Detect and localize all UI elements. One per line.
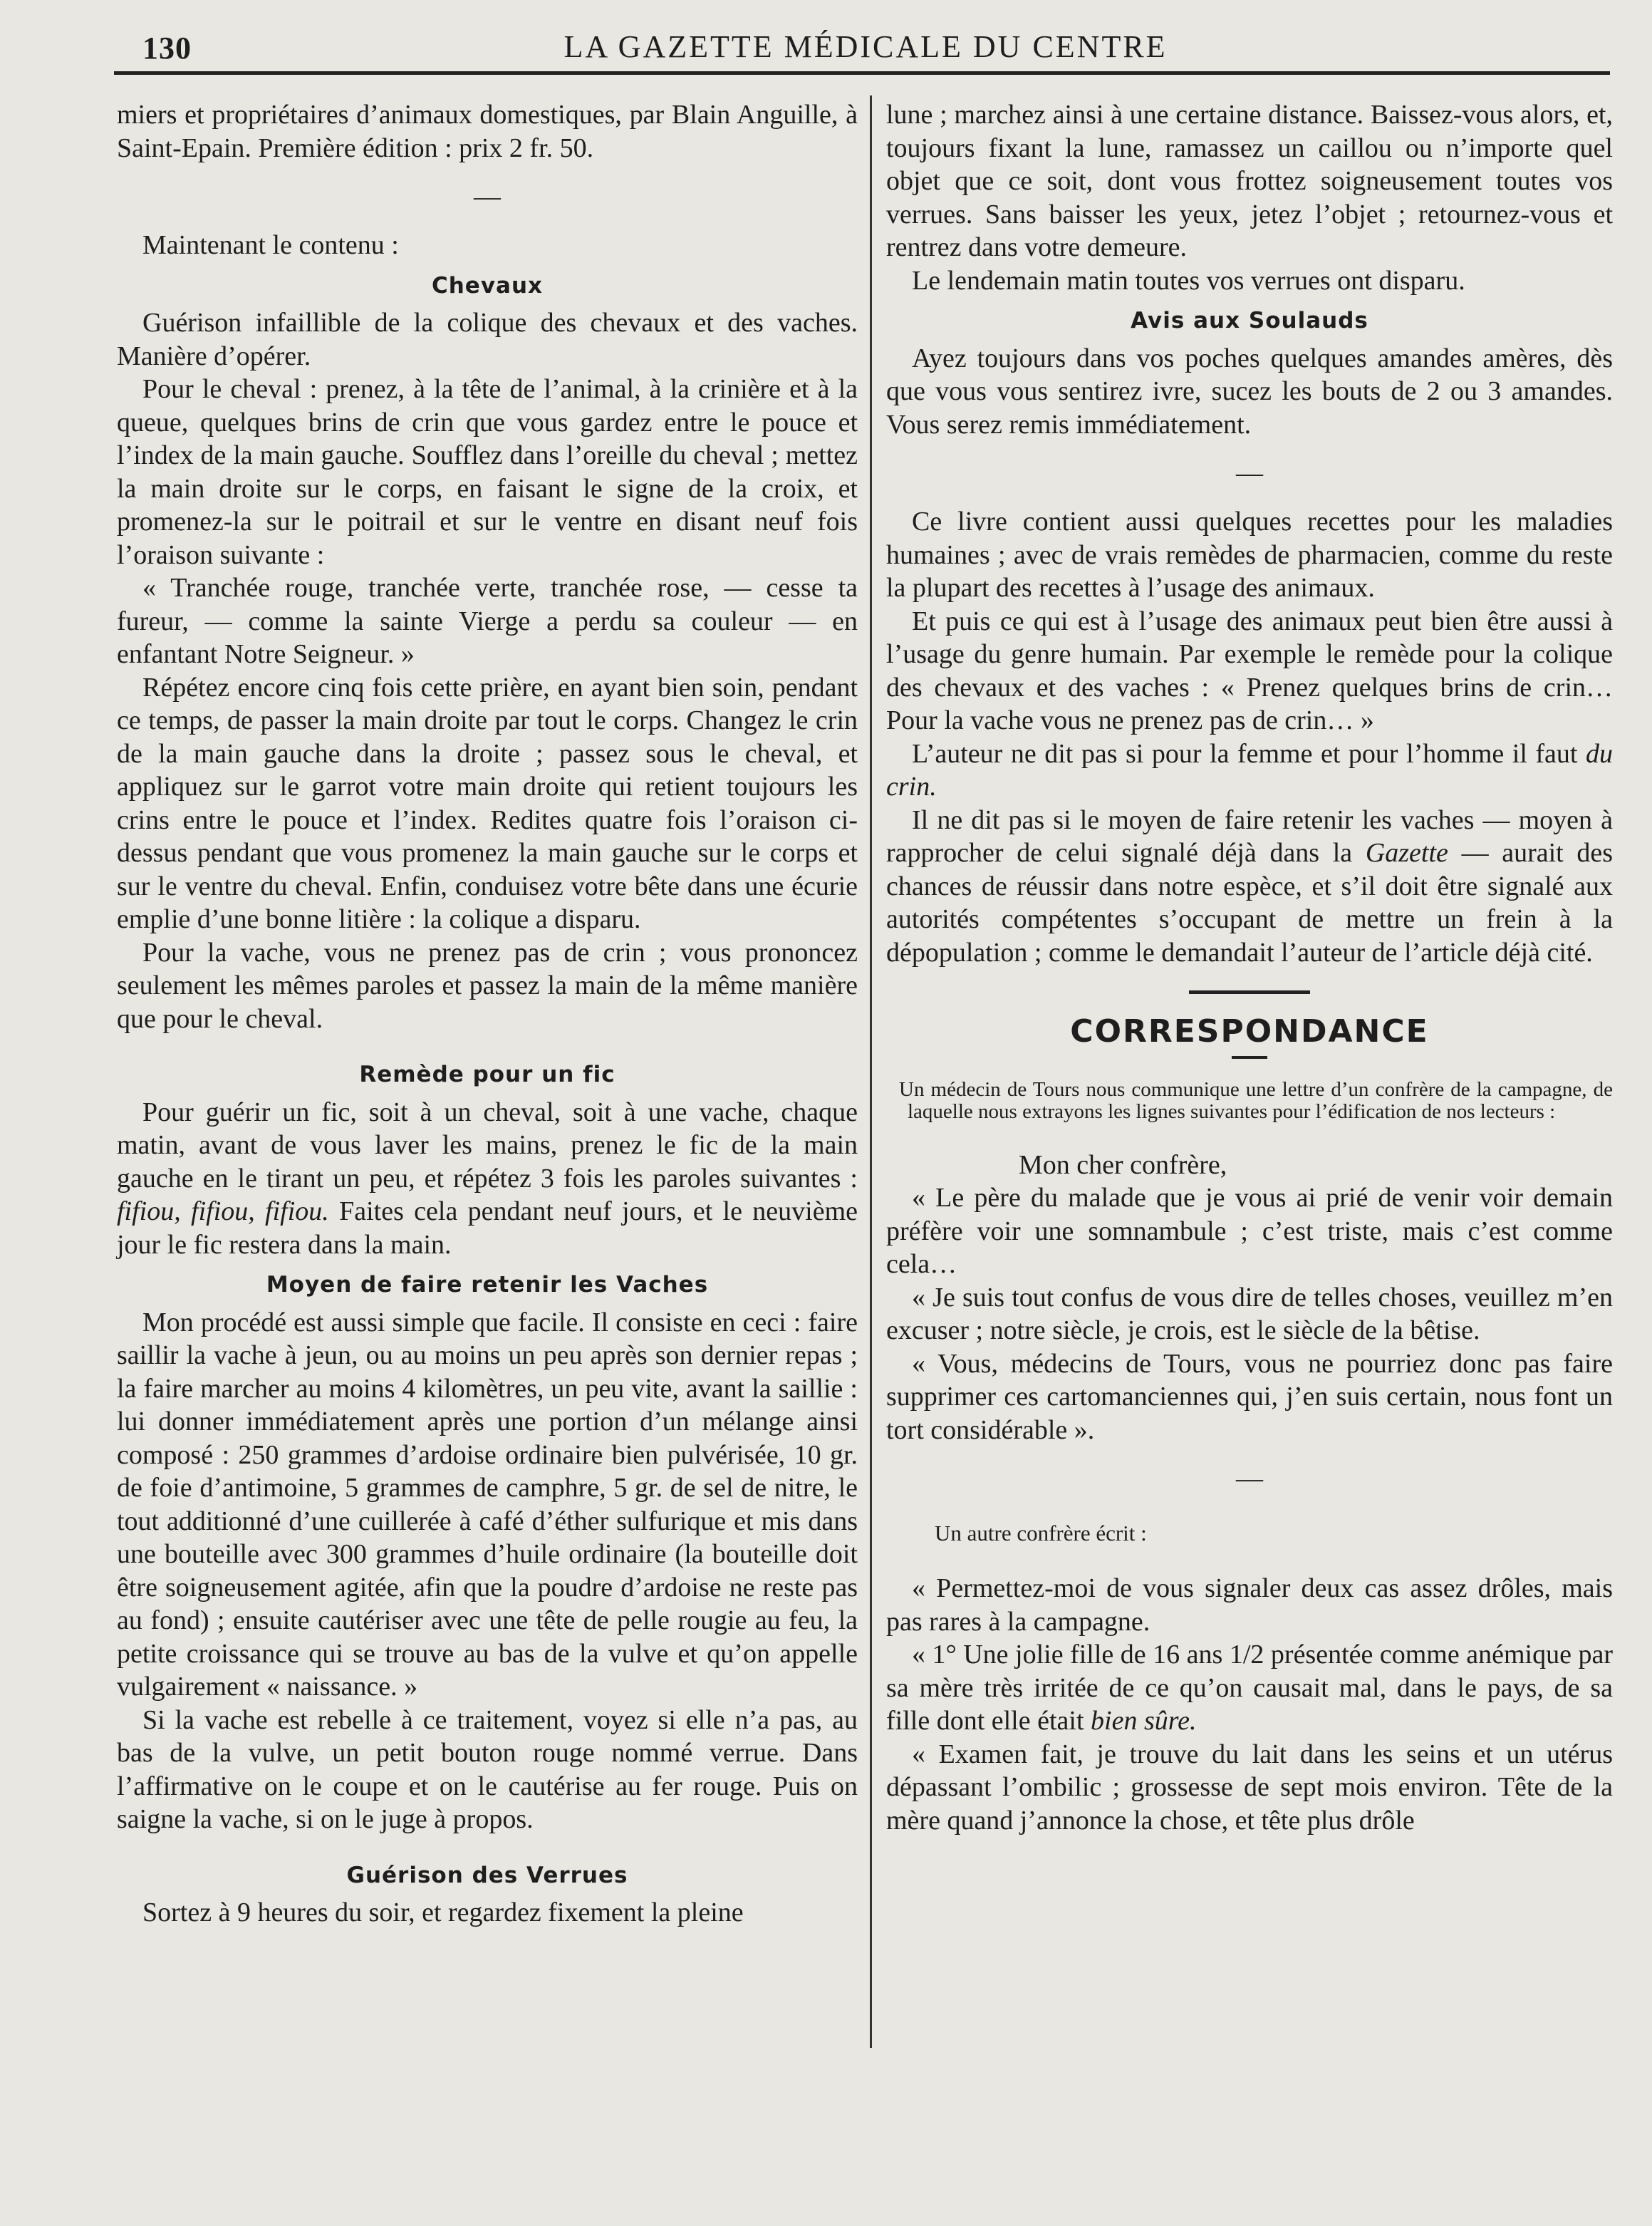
text-run: Il ne dit pas si le moyen de faire retenir les vaches — moyen à rapprocher de celui signalé déjà dans la [886, 804, 1613, 868]
title-rule [1232, 1056, 1267, 1059]
prayer-quote: « Tranchée rouge, tranchée verte, tranchée rose, — cesse ta fureur, — comme la sainte Vierge a perdu sa couleur — en enfantant Notre Seigneur. » [117, 573, 858, 669]
separator-dash: — [1236, 458, 1263, 488]
letter-paragraph: « Examen fait, je trouve du lait dans les seins et un utérus dépassant l’ombilic ; grossesse de sept mois environ. Tête de la mère quand j’annonce la chose, et tête plus drôle [886, 1739, 1613, 1836]
paragraph [117, 1096, 858, 1262]
letter-paragraph [886, 1638, 1613, 1738]
left-column [117, 98, 858, 1930]
paragraph: Mon procédé est aussi simple que facile. Il consiste en ceci : faire saillir la vache à jeun, ou au moins un peu après son dernier repas ; la faire marcher au moins 4 kilomètres, un peu vite, avant la saillie : lui donner immédiatement après une portion d’un mélange ainsi composé : 250 grammes d’ardoise ordinaire bien pulvérisée, 10 gr. de foie d’antimoine, 5 grammes de camphre, 5 gr. de sel de nitre, le tout additionné d’une cuillerée à café d’éther sulfurique et mis dans une bouteille avec 300 grammes d’huile ordinaire (la bouteille doit être soigneusement agitée, afin que la poudre d’ardoise ne reste pas au fond) ; ensuite cautériser avec une tête de pelle rougie au feu, la petite croissance qui se trouve au bas de la vulve et qu’on appelle vulgairement « naissance. » [117, 1307, 858, 1702]
letter-paragraph: « Permettez-moi de vous signaler deux cas assez drôles, mais pas rares à la campagne. [886, 1573, 1613, 1637]
paragraph [886, 737, 1613, 804]
paragraph [886, 804, 1613, 970]
paragraph: lune ; marchez ainsi à une certaine distance. Baissez-vous alors, et, toujours fixant la lune, ramassez un caillou ou n’importe quel objet que ce soit, dont vous frottez soigneusement toutes vos verrues. Sans baisser les yeux, jetez l’objet ; retournez-vous et rentrez dans votre demeure. [886, 100, 1613, 262]
section-rule [1189, 990, 1310, 994]
right-column [886, 98, 1613, 1837]
italic-text: fifiou, fifiou, fifiou. [117, 1196, 329, 1226]
italic-text: bien sûre. [1091, 1706, 1197, 1736]
paragraph: Ayez toujours dans vos poches quelques amandes amères, dès que vous vous sentirez ivre, sucez les bouts de 2 ou 3 amandes. Vous serez remis immédiatement. [886, 343, 1613, 440]
paragraph: Ce livre contient aussi quelques recettes pour les maladies humaines ; avec de vrais remèdes de pharmacien, comme du reste la plupart des recettes à l’usage des animaux. [886, 507, 1613, 603]
editor-note: Un médecin de Tours nous communique une lettre d’un confrère de la campagne, de laquelle nous extrayons les lignes suivantes pour l’édification de nos lecteurs : [899, 1077, 1613, 1123]
column-divider [870, 95, 872, 2048]
italic-text: du crin. [886, 738, 1613, 802]
section-title-correspondance: CORRESPONDANCE [1070, 1013, 1429, 1050]
section-heading-verrues: Guérison des Verrues [346, 1862, 628, 1888]
section-heading-chevaux: Chevaux [431, 272, 544, 299]
letter-paragraph: « Le père du malade que je vous ai prié de venir voir demain préfère voir une somnambule ; c’est triste, mais c’est comme cela… [886, 1183, 1613, 1279]
section-heading-fic: Remède pour un fic [359, 1062, 615, 1087]
separator-dash: — [474, 182, 501, 212]
letter-paragraph: « Je suis tout confus de vous dire de telles choses, veuillez m’en excuser ; notre siècle, je crois, est le siècle de la bêtise. [886, 1282, 1613, 1345]
journal-title: LA GAZETTE MÉDICALE DU CENTRE [563, 29, 1168, 64]
text-run: Pour guérir un fic, soit à un cheval, soit à une vache, chaque matin, avant de vous laver les mains, prenez le fic de la main gauche en le tirant un peu, et répétez 3 fois les paroles suivantes : [117, 1097, 858, 1194]
paragraph: miers et propriétaires d’animaux domestiques, par Blain Anguille, à Saint-Epain. Première édition : prix 2 fr. 50. [117, 100, 858, 163]
paragraph: Si la vache est rebelle à ce traitement, voyez si elle n’a pas, au bas de la vulve, un petit bouton rouge nommé verrue. Dans l’affirmative on le coupe et on le cautérise au fer rouge. Puis on saigne la vache, si on le juge à propos. [117, 1704, 858, 1834]
section-heading-soulauds: Avis aux Soulauds [1131, 308, 1368, 333]
paragraph: Répétez encore cinq fois cette prière, en ayant bien soin, pendant ce temps, de passer la main droite par tout le corps. Changez le crin de la main gauche dans la droite ; passez sous le cheval, et appliquez sur le garrot votre main droite qui retient toujours les crins entre le pouce et l’index. Redites quatre fois l’oraison ci-dessus pendant que vous promenez la main gauche sur le corps et sur le ventre du cheval. Enfin, conduisez votre bête dans une écurie emplie d’une bonne litière : la colique a disparu. [117, 672, 858, 934]
paragraph: Sortez à 9 heures du soir, et regardez fixement la pleine [142, 1898, 744, 1927]
page-number: 130 [142, 31, 192, 66]
letter-salutation: Mon cher confrère, [1019, 1149, 1227, 1180]
running-head [114, 24, 1617, 67]
paragraph: Maintenant le contenu : [142, 230, 399, 260]
paragraph: Le lendemain matin toutes vos verrues ont disparu. [912, 265, 1465, 296]
section-heading-vaches: Moyen de faire retenir les Vaches [266, 1272, 709, 1298]
separator-dash: — [1236, 1464, 1263, 1494]
paragraph: Et puis ce qui est à l’usage des animaux peut bien être aussi à l’usage du genre humain. Par exemple le remède pour la colique des chevaux et des vaches : « Prenez quelques brins de crin… Pour la vache vous ne prenez pas de crin… » [886, 606, 1613, 735]
paragraph: Pour le cheval : prenez, à la tête de l’animal, à la crinière et à la queue, quelques brins de crin que vous gardez entre le pouce et l’index de la main gauche. Soufflez dans l’oreille du cheval ; mettez la main droite sur le corps, en faisant le signe de la croix, et promenez-la sur le poitrail et sur le ventre en disant neuf fois l’oraison suivante : [117, 374, 858, 570]
text-run: L’auteur ne dit pas si pour la femme et pour l’homme il faut [912, 738, 1578, 769]
text-run: « 1° Une jolie fille de 16 ans 1/2 présentée comme anémique par sa mère très irritée de ce qu’on causait mal, dans le pays, de sa fille dont elle était [886, 1640, 1613, 1736]
italic-text: Gazette [1365, 838, 1448, 868]
text-run: Faites cela pendant neuf jours, et le neuvième jour le fic restera dans la main. [117, 1196, 858, 1260]
letter-paragraph: « Vous, médecins de Tours, vous ne pourriez donc pas faire supprimer ces cartomanciennes qui, j’en suis certain, nous font un tort considérable ». [886, 1348, 1613, 1445]
header-rule [114, 71, 1610, 75]
letter-intro: Un autre confrère écrit : [935, 1521, 1147, 1546]
paragraph: Pour la vache, vous ne prenez pas de crin ; vous prononcez seulement les mêmes paroles et passez la main de la même manière que pour le cheval. [117, 937, 858, 1034]
paragraph: Guérison infaillible de la colique des chevaux et des vaches. Manière d’opérer. [117, 308, 858, 371]
text-run: — aurait des chances de réussir dans notre espèce, et s’il doit être signalé aux autorités compétentes s’occupant de mettre un frein à la dépopulation ; comme le demandait l’auteur de l’article déjà cité. [886, 838, 1614, 968]
